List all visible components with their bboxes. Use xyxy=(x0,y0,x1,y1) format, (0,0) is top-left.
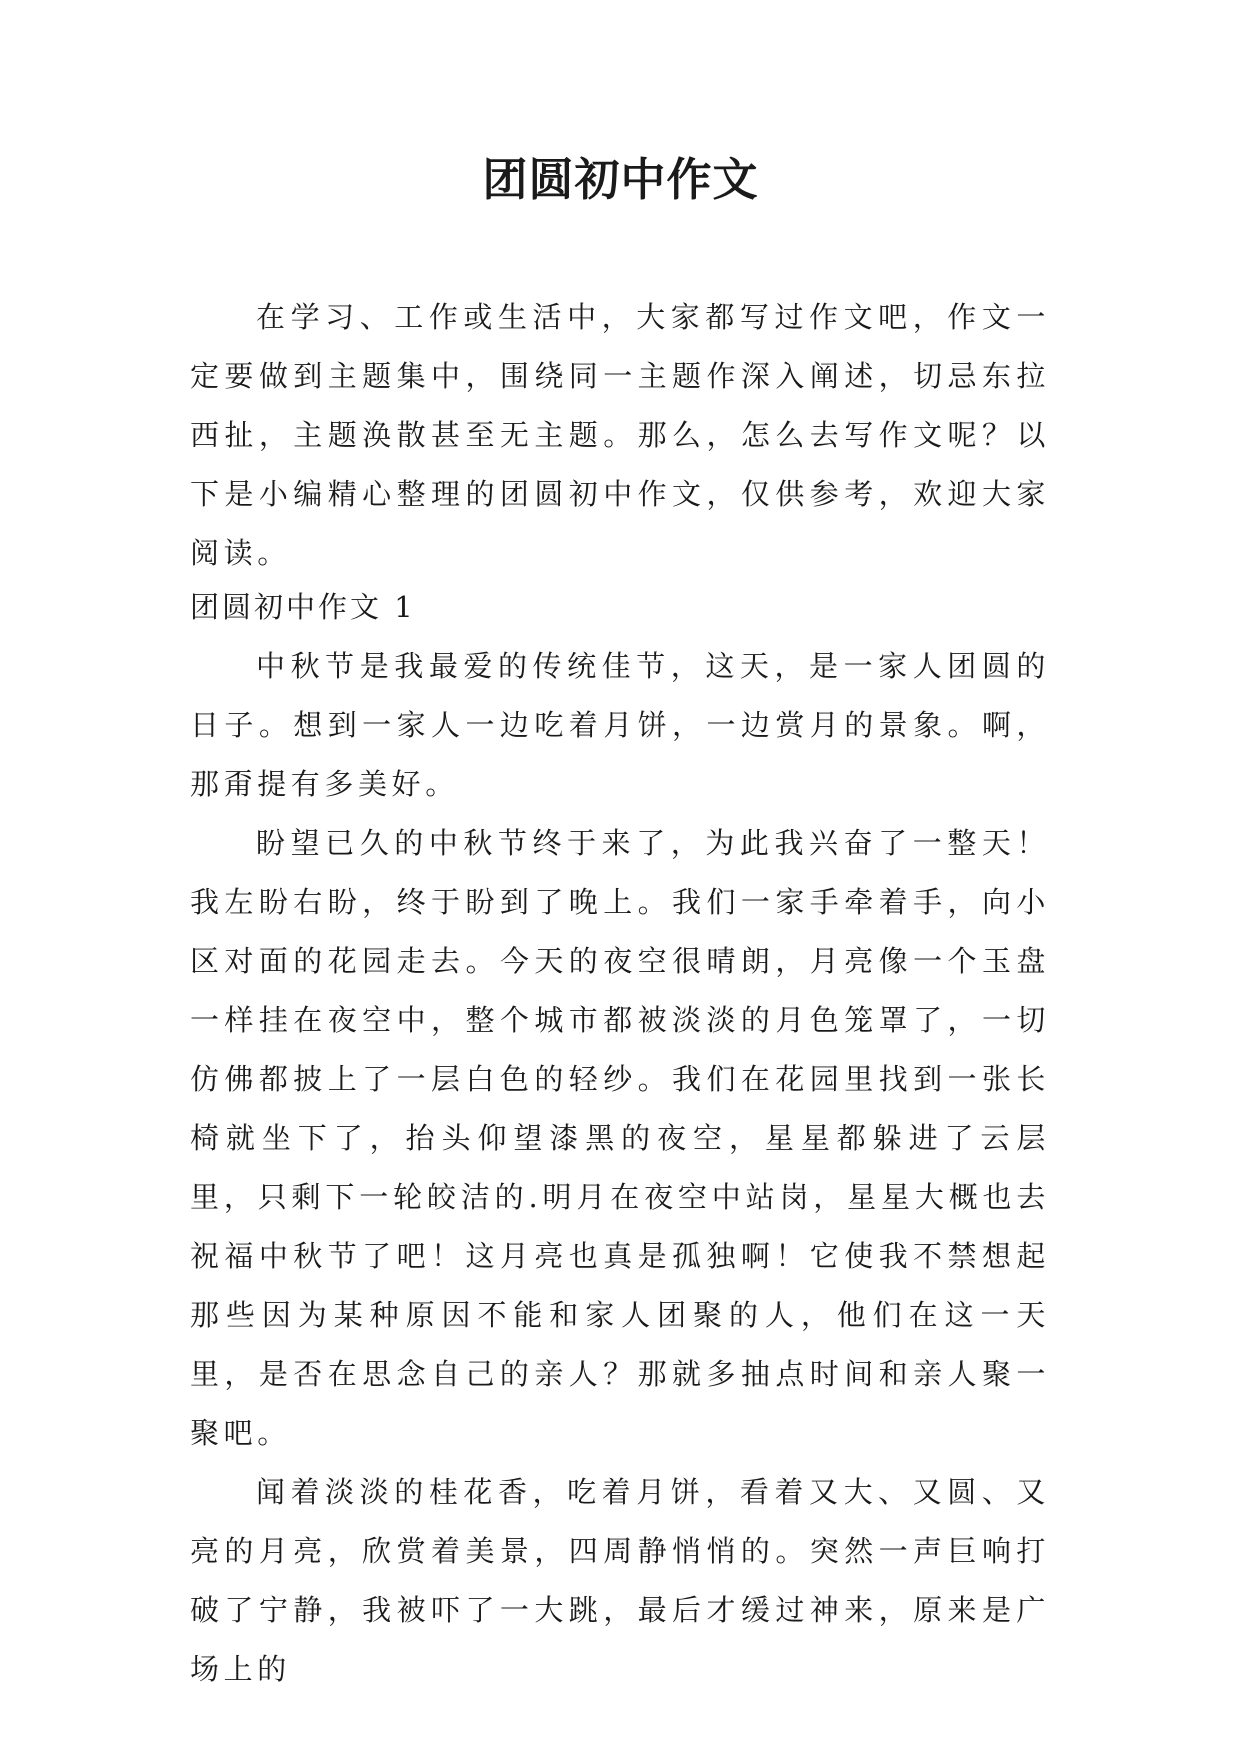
essay-paragraph-2: 盼望已久的中秋节终于来了，为此我兴奋了一整天！我左盼右盼，终于盼到了晚上。我们一家手牵着手，向小区对面的花园走去。今天的夜空很晴朗，月亮像一个玉盘一样挂在夜空中，整个城市都被淡淡的月色笼罩了，一切仿佛都披上了一层白色的轻纱。我们在花园里找到一张长椅就坐下了，抬头仰望漆黑的夜空，星星都躲进了云层里，只剩下一轮皎洁的.明月在夜空中站岗，星星大概也去祝福中秋节了吧！这月亮也真是孤独啊！它使我不禁想起那些因为某种原因不能和家人团聚的人，他们在这一天里，是否在思念自己的亲人？那就多抽点时间和亲人聚一聚吧。 xyxy=(190,826,1050,1450)
essay-body xyxy=(190,637,1050,1699)
essay-heading: 团圆初中作文 1 xyxy=(190,590,416,624)
document-title: 团圆初中作文 xyxy=(482,153,759,206)
intro-paragraph: 在学习、工作或生活中，大家都写过作文吧，作文一定要做到主题集中，围绕同一主题作深入阐述，切忌东拉西扯，主题涣散甚至无主题。那么，怎么去写作文呢？以下是小编精心整理的团圆初中作文，仅供参考，欢迎大家阅读。 xyxy=(190,300,1050,570)
essay-paragraph-1: 中秋节是我最爱的传统佳节，这天，是一家人团圆的日子。想到一家人一边吃着月饼，一边赏月的景象。啊，那甭提有多美好。 xyxy=(190,649,1050,801)
essay-paragraph-3: 闻着淡淡的桂花香，吃着月饼，看着又大、又圆、又亮的月亮，欣赏着美景，四周静悄悄的。突然一声巨响打破了宁静，我被吓了一大跳，最后才缓过神来，原来是广场上的 xyxy=(190,1475,1050,1686)
